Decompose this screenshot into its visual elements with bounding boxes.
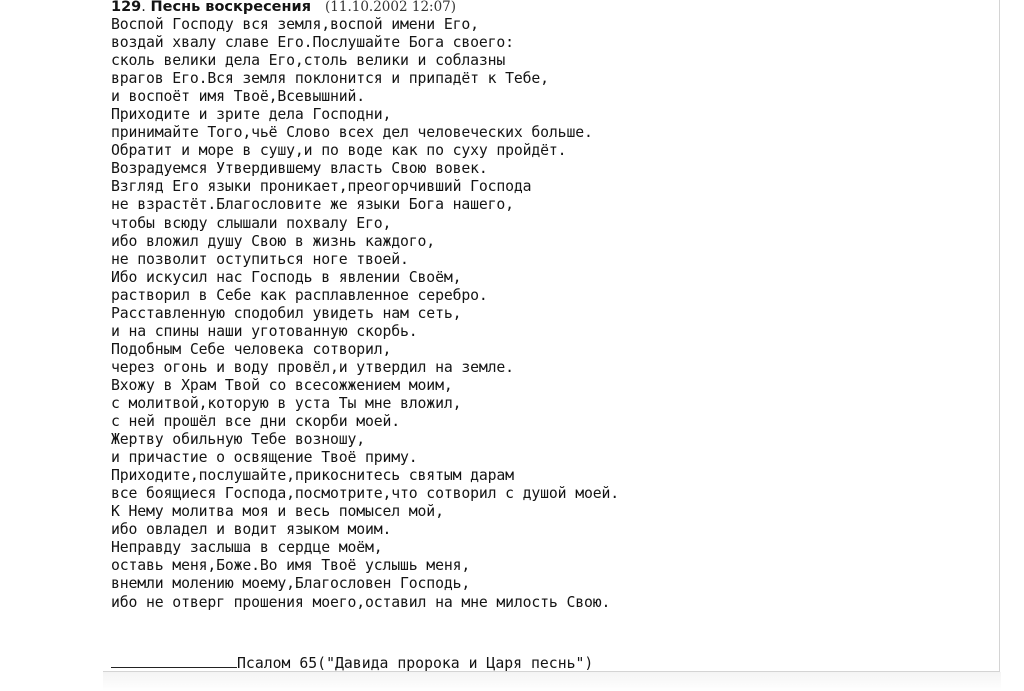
poem-line: врагов Его.Вся земля поклонится и припадёт к Тебе,: [111, 70, 549, 88]
poem-card: [103, 0, 1000, 672]
poem-line: ибо овладел и водит языком моим.: [111, 521, 392, 539]
entry-number-separator: .: [141, 0, 151, 15]
poem-line: чтобы всюду слышали похвалу Его,: [111, 214, 392, 232]
poem-line: не взрастёт.Благословите же языки Бога нашего,: [111, 196, 514, 214]
poem-line: сколь велики дела Его,столь велики и соблазны: [111, 52, 506, 70]
poem-signature: [111, 654, 593, 673]
signature-rule: [111, 654, 237, 668]
signature-text: Псалом 65("Давида пророка и Царя песнь"): [237, 655, 594, 672]
poem-line: Возрадуемся Утвердившему власть Свою вовек.: [111, 160, 488, 178]
poem-line: Приходите,послушайте,прикоснитесь святым дарам: [111, 467, 514, 485]
poem-line: воздай хвалу славе Его.Послушайте Бога своего:: [111, 34, 514, 52]
poem-line: все боящиеся Господа,посмотрите,что сотворил с душой моей.: [111, 485, 619, 503]
poem-line: растворил в Себе как расплавленное серебро.: [111, 286, 488, 304]
poem-line: Неправду заслыша в сердце моём,: [111, 539, 383, 557]
poem-line: К Нему молитва моя и весь помысел мой,: [111, 503, 444, 521]
poem-line: с ней прошёл все дни скорби моей.: [111, 413, 401, 431]
poem-line: и на спины наши уготованную скорбь.: [111, 322, 418, 340]
entry-title: Песнь воскресения: [150, 0, 312, 15]
poem-line: Подобным Себе человека сотворил,: [111, 340, 392, 358]
poem-line: оставь меня,Боже.Во имя Твоё услышь меня,: [111, 557, 471, 575]
poem-line: Взгляд Его языки проникает,преогорчивший Господа: [111, 178, 532, 196]
poem-body: [111, 16, 991, 612]
poem-line: и причастие о освящение Твоё приму.: [111, 449, 418, 467]
entry-number: 129: [111, 0, 142, 15]
poem-line: с молитвой,которую в уста Ты мне вложил,: [111, 394, 462, 412]
poem-line: через огонь и воду провёл,и утвердил на земле.: [111, 358, 514, 376]
poem-line: Расставленную сподобил увидеть нам сеть,: [111, 304, 462, 322]
entry-date: (11.10.2002 12:07): [325, 0, 457, 15]
poem-entry: [111, 0, 991, 612]
poem-line: и воспоёт имя Твоё,Всевышний.: [111, 88, 365, 106]
bottom-shadow: [103, 672, 1001, 691]
poem-line: Жертву обильную Тебе возношу,: [111, 431, 365, 449]
poem-line: не позволит оступиться ноге твоей.: [111, 250, 409, 268]
poem-line: Вхожу в Храм Твой со всесожжением моим,: [111, 376, 453, 394]
poem-line: принимайте Того,чьё Слово всех дел человеческих больше.: [111, 124, 593, 142]
poem-line: внемли молению моему,Благословен Господь,: [111, 575, 471, 593]
poem-line: Приходите и зрите дела Господни,: [111, 106, 392, 124]
poem-line: Воспой Господу вся земля,воспой имени Его,: [111, 16, 479, 33]
poem-line: Ибо искусил нас Господь в явлении Своём,: [111, 268, 462, 286]
poem-line: ибо вложил душу Свою в жизнь каждого,: [111, 232, 436, 250]
entry-header: [111, 0, 991, 16]
poem-line: Обратит и море в сушу,и по воде как по суху пройдёт.: [111, 142, 567, 160]
poem-line: ибо не отверг прошения моего,оставил на мне милость Свою.: [111, 593, 611, 611]
